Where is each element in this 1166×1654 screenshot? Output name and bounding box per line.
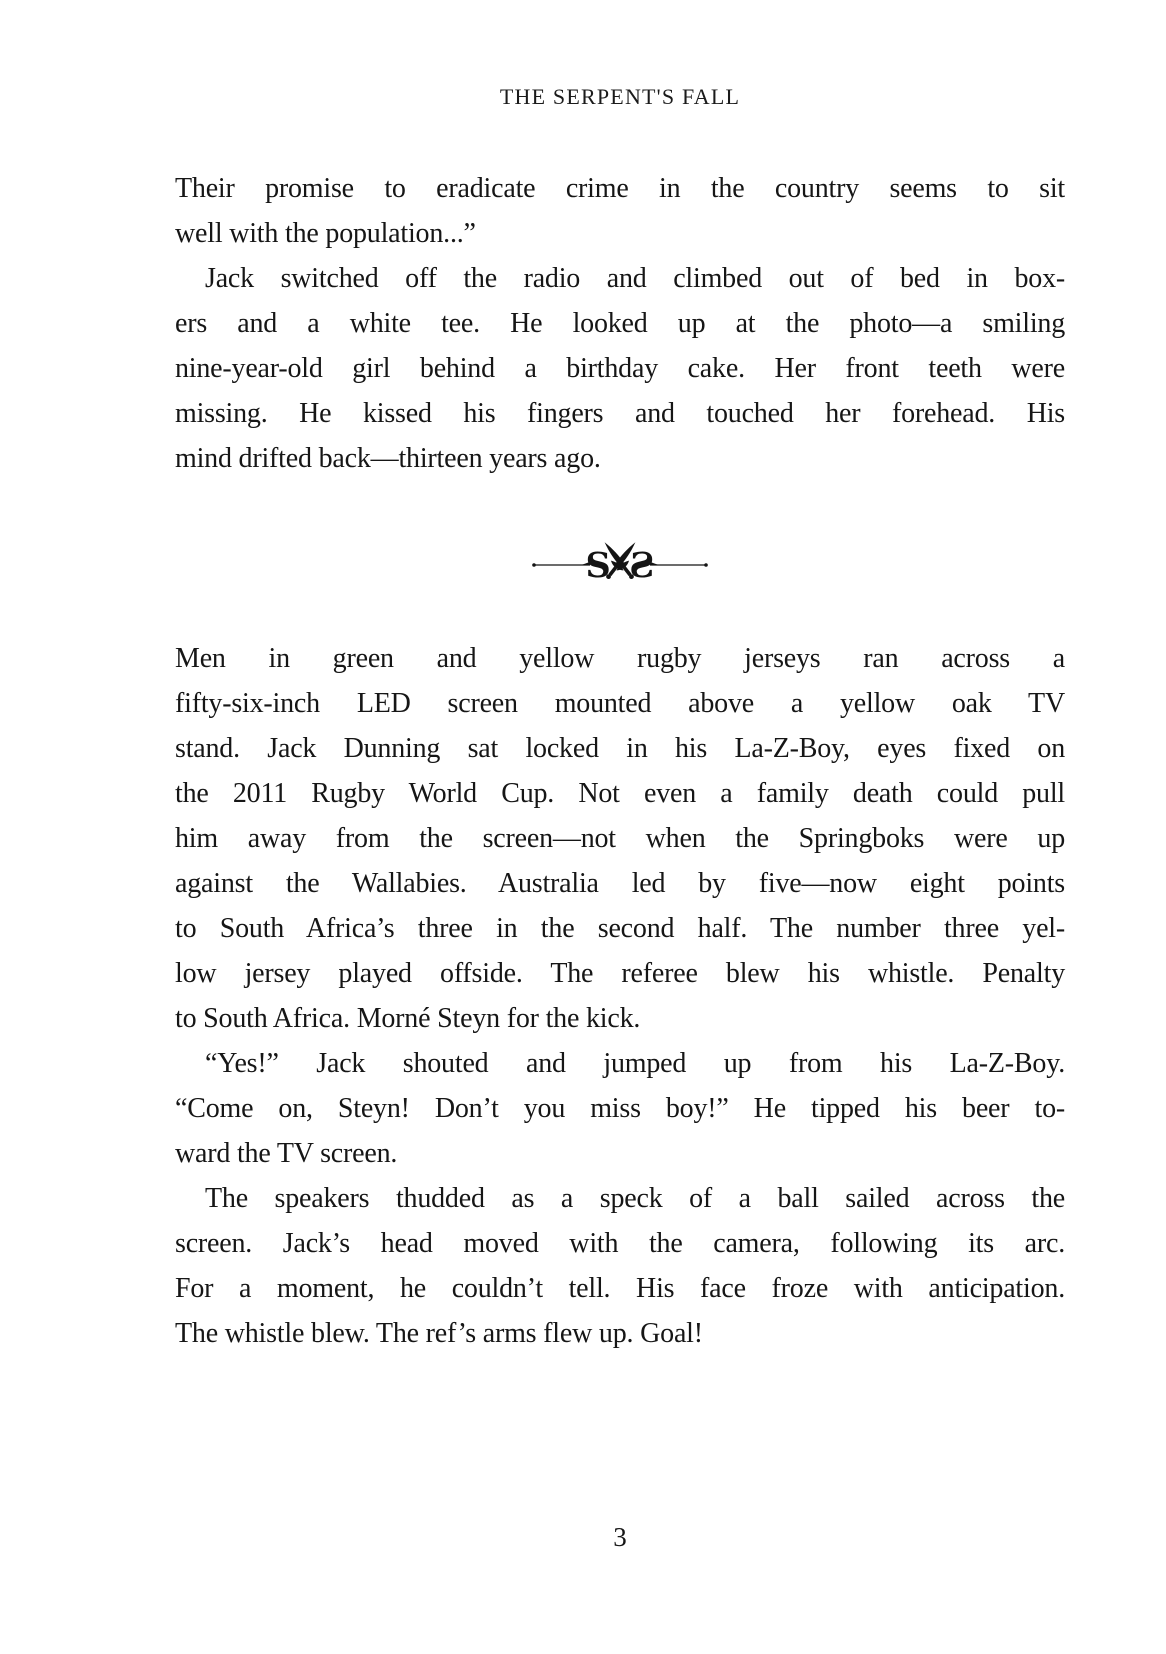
paragraph: [175, 166, 1065, 256]
text-line: Men in green and yellow rugby jerseys ran across a: [175, 643, 1065, 674]
text-line: “Come on, Steyn! Don’t you miss boy!” He tipped his beer to-: [175, 1093, 1065, 1124]
text-line: fifty-six-inch LED screen mounted above a yellow oak TV: [175, 688, 1065, 719]
text-line: Jack switched off the radio and climbed out of bed in box-: [205, 263, 1065, 294]
paragraph: [175, 636, 1065, 1041]
running-header: THE SERPENT'S FALL: [499, 84, 741, 109]
svg-text:S: S: [585, 545, 611, 586]
text-line: nine-year-old girl behind a birthday cake. Her front teeth were: [175, 353, 1065, 384]
text-line: well with the population...”: [175, 218, 476, 249]
section-2: [175, 636, 1065, 1356]
text-line: him away from the screen—not when the Springboks were up: [175, 823, 1065, 854]
text-line: screen. Jack’s head moved with the camera, following its arc.: [175, 1228, 1065, 1259]
text-line: against the Wallabies. Australia led by five—now eight points: [175, 868, 1065, 899]
text-line: the 2011 Rugby World Cup. Not even a family death could pull: [175, 778, 1065, 809]
text-block: [175, 166, 1065, 1356]
text-line: The whistle blew. The ref’s arms flew up. Goal!: [175, 1318, 703, 1349]
text-line: ers and a white tee. He looked up at the photo—a smiling: [175, 308, 1065, 339]
serpents-daggers-ornament-icon: [531, 538, 709, 588]
text-line: Their promise to eradicate crime in the country seems to sit: [175, 173, 1065, 204]
text-line: mind drifted back—thirteen years ago.: [175, 443, 601, 474]
scene-break: [175, 538, 1065, 588]
section-1: [175, 166, 1065, 481]
paragraph: [175, 1176, 1065, 1356]
paragraph: [175, 256, 1065, 481]
text-line: to South Africa’s three in the second half. The number three yel-: [175, 913, 1065, 944]
text-line: For a moment, he couldn’t tell. His face froze with anticipation.: [175, 1273, 1065, 1304]
text-line: to South Africa. Morné Steyn for the kick.: [175, 1003, 641, 1034]
page-number: 3: [613, 1522, 627, 1552]
text-line: missing. He kissed his fingers and touched her forehead. His: [175, 398, 1065, 429]
paragraph: [175, 1041, 1065, 1176]
text-line: low jersey played offside. The referee blew his whistle. Penalty: [175, 958, 1065, 989]
text-line: “Yes!” Jack shouted and jumped up from his La-Z-Boy.: [205, 1048, 1065, 1079]
text-line: ward the TV screen.: [175, 1138, 398, 1169]
text-line: stand. Jack Dunning sat locked in his La-Z-Boy, eyes fixed on: [175, 733, 1065, 764]
svg-text:S: S: [629, 545, 655, 586]
text-line: The speakers thudded as a speck of a ball sailed across the: [205, 1183, 1065, 1214]
